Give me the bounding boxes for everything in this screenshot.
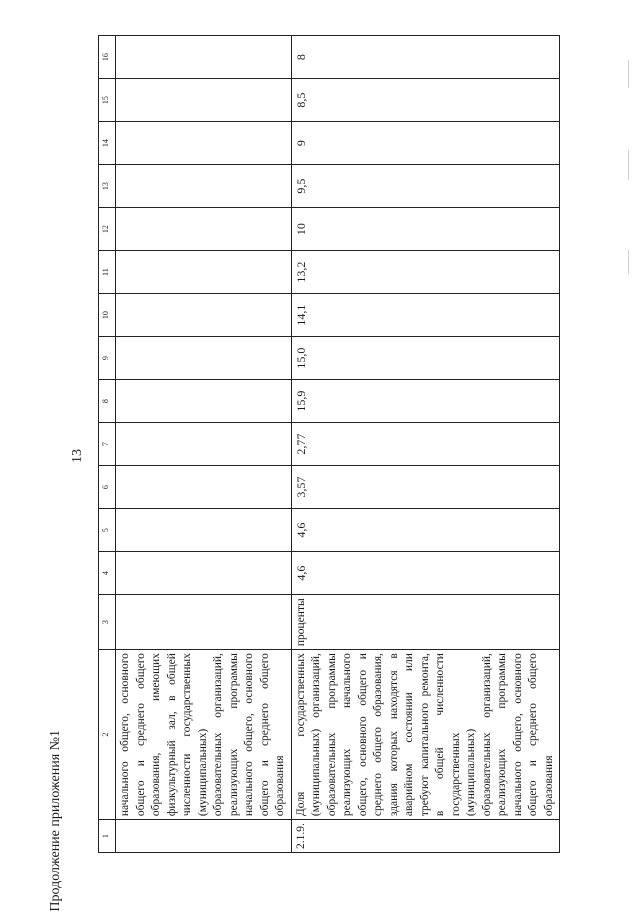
header-cell: 13 [99,165,116,208]
value-cell [116,294,292,337]
header-cell: 14 [99,122,116,165]
value-cell [116,122,292,165]
indicator-text: начального общего, основного общего и среднего общего образования, имеющих физкультурный зал, в общей численности государственных (муниципальных) образовательных организаций, реализующих программы начального общего, основного общего и среднего общего образования [116,650,292,820]
header-cell: 16 [99,36,116,79]
value-cell: 14,1 [291,294,560,337]
header-cell: 10 [99,294,116,337]
table-row [116,36,292,853]
indicator-table [98,35,560,853]
unit-cell: проценты [291,595,560,650]
value-cell [116,423,292,466]
table-row [291,36,560,853]
value-cell: 9,5 [291,165,560,208]
value-cell [116,380,292,423]
header-cell: 15 [99,79,116,122]
document-title: Продолжение приложения №1 [48,730,63,912]
value-cell [116,79,292,122]
value-cell [116,165,292,208]
row-number: 2.1.9. [291,820,560,853]
page-number: 13 [70,449,85,463]
value-cell: 8,5 [291,79,560,122]
value-cell [116,466,292,509]
scan-mark [628,60,629,88]
header-cell: 5 [99,509,116,552]
value-cell: 15,0 [291,337,560,380]
value-cell [116,509,292,552]
scan-mark [628,150,629,180]
value-cell: 4,6 [291,509,560,552]
value-cell: 2,77 [291,423,560,466]
value-cell: 9 [291,122,560,165]
header-row [99,36,116,853]
value-cell [116,337,292,380]
header-cell: 6 [99,466,116,509]
value-cell [116,552,292,595]
header-cell: 1 [99,820,116,853]
value-cell: 8 [291,36,560,79]
value-cell: 3,57 [291,466,560,509]
scan-mark [628,250,629,274]
header-cell: 7 [99,423,116,466]
value-cell [116,251,292,294]
header-cell: 11 [99,251,116,294]
value-cell: 4,6 [291,552,560,595]
value-cell: 10 [291,208,560,251]
header-cell: 3 [99,595,116,650]
indicator-text: Доля государственных (муниципальных) организаций, образовательных программы реализующих начального общего, основного общего и среднего общего образования, здания которых находятся в аварийном состоянии или требуют капитального ремонта, в общей численности государственных (муниципальных) образовательных организаций, реализующих программы начального общего, основного общего и среднего общего образования [291,650,560,820]
value-cell [116,208,292,251]
header-cell: 2 [99,650,116,820]
header-cell: 12 [99,208,116,251]
unit-cell [116,595,292,650]
value-cell: 13,2 [291,251,560,294]
header-cell: 8 [99,380,116,423]
header-cell: 4 [99,552,116,595]
header-cell: 9 [99,337,116,380]
value-cell [116,36,292,79]
row-number [116,820,292,853]
value-cell: 15,9 [291,380,560,423]
